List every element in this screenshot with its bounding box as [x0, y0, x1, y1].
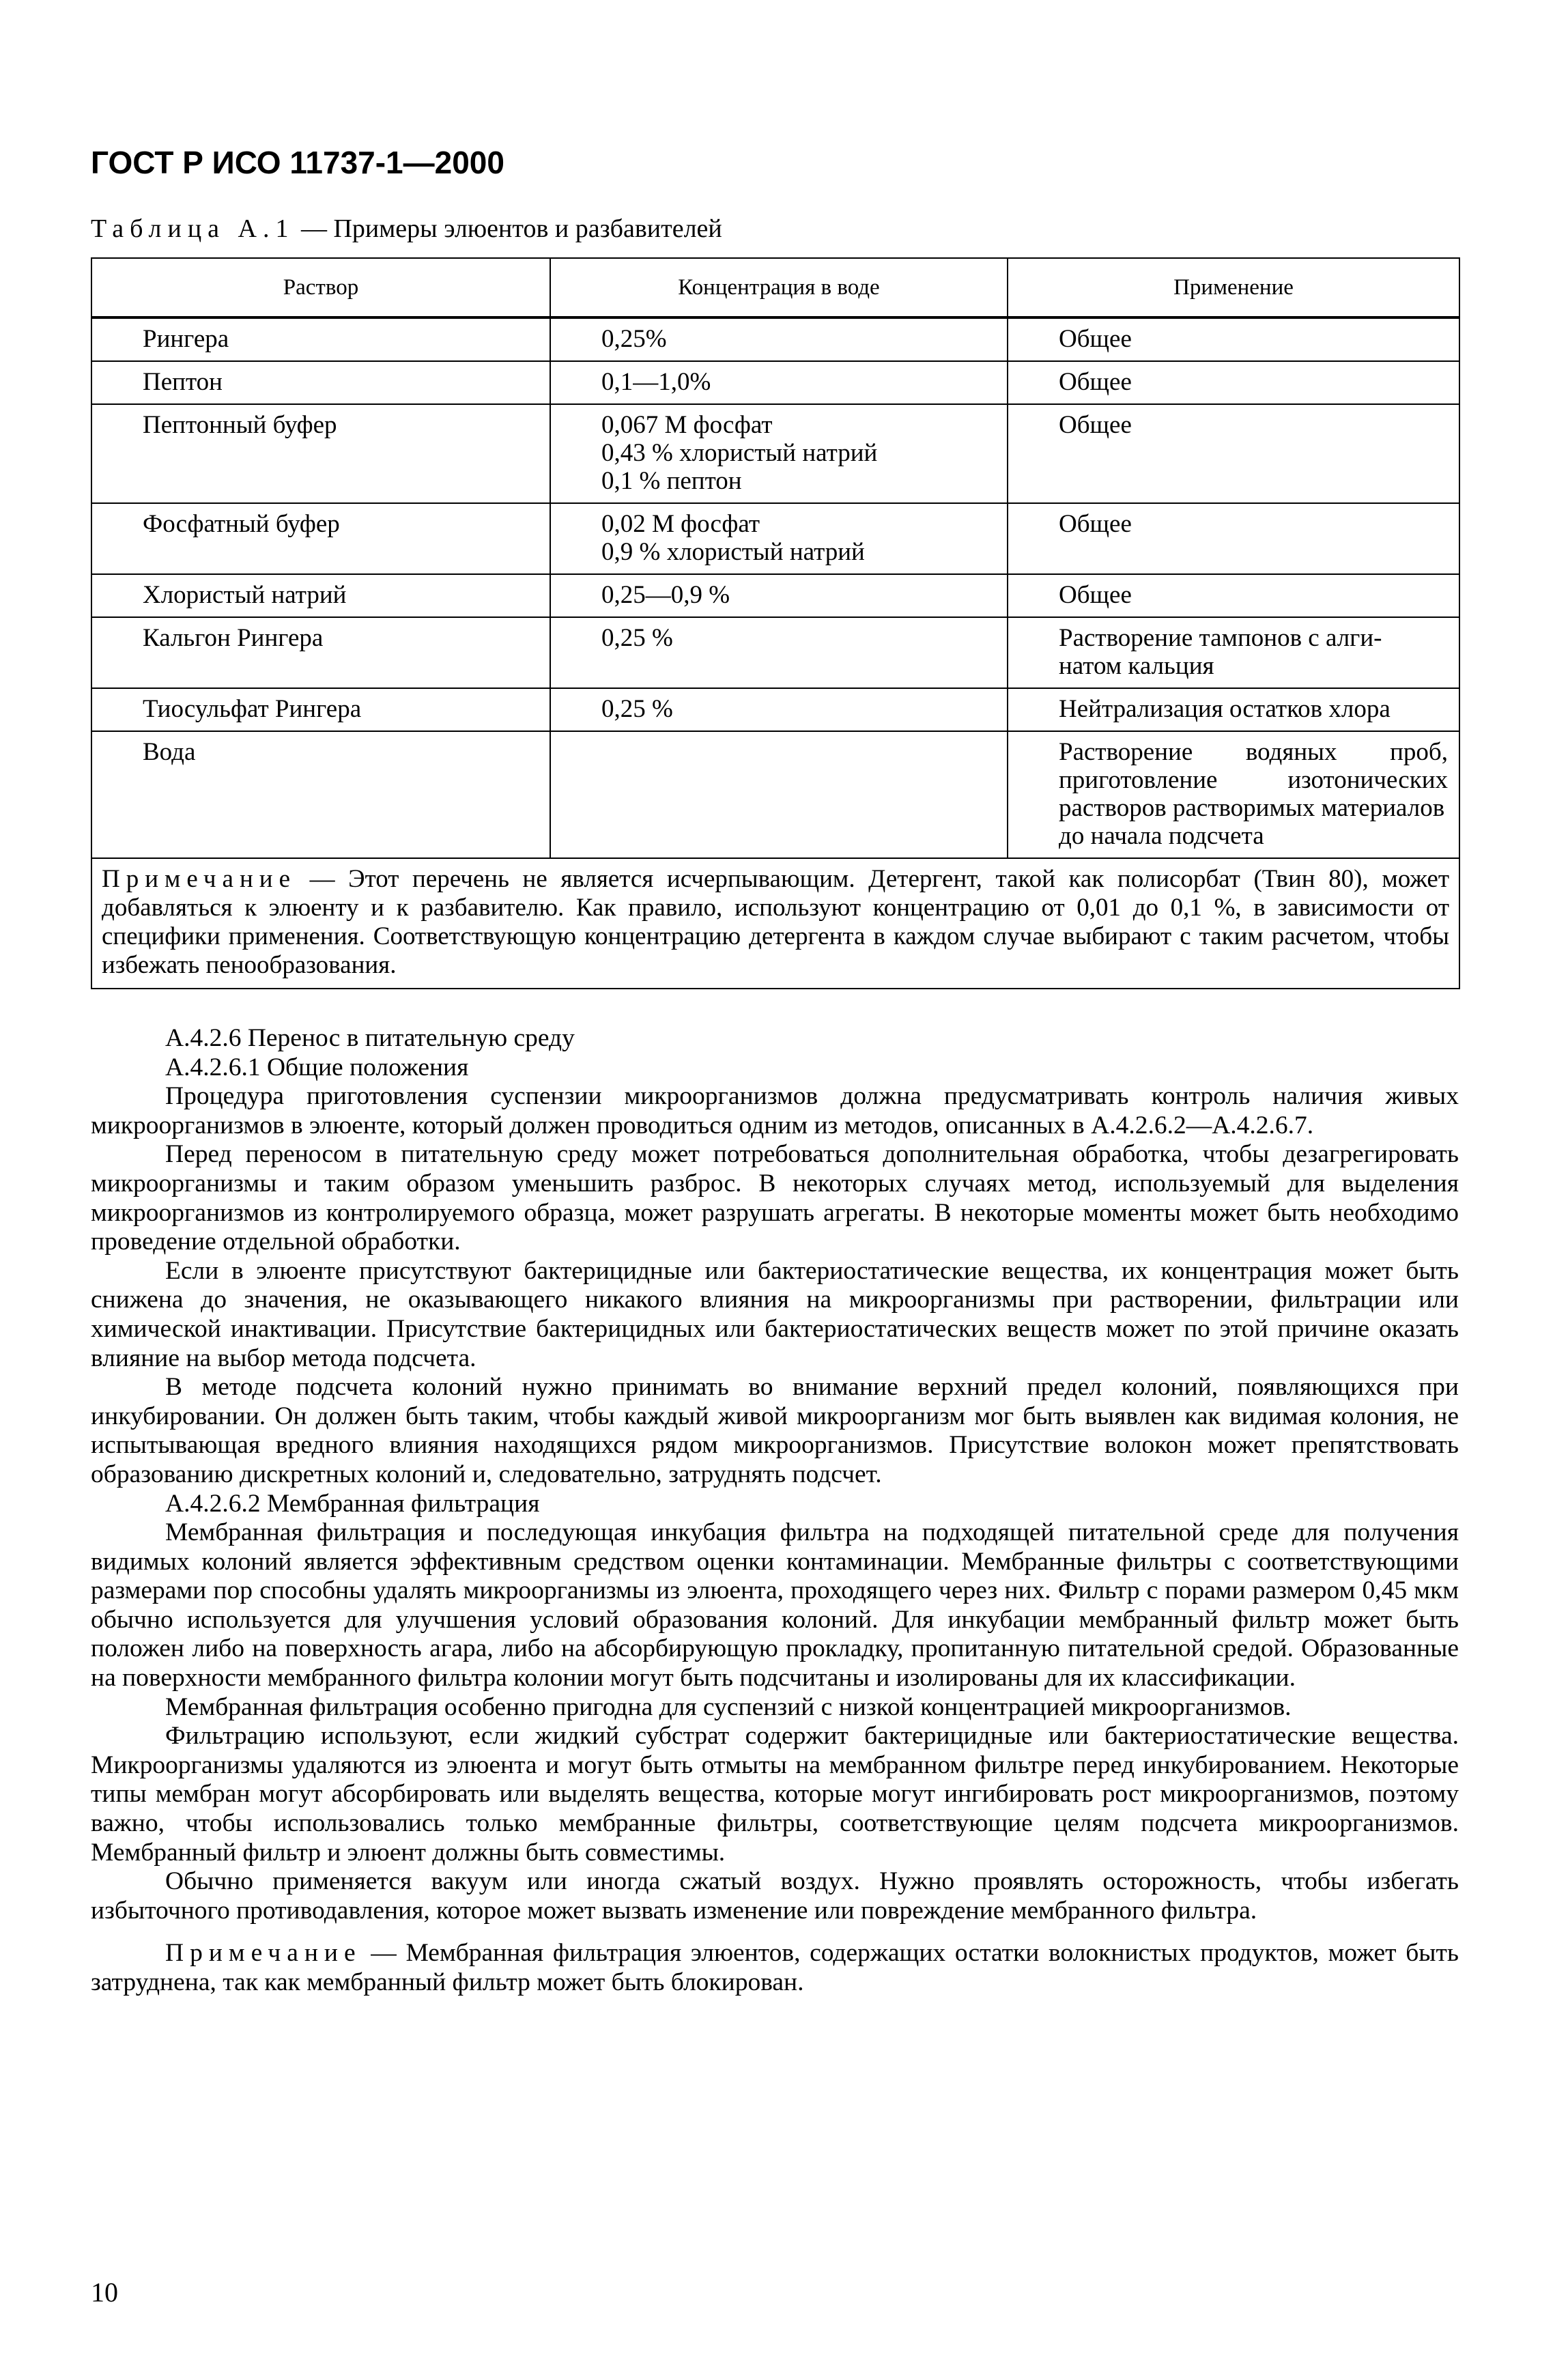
- table-row: [91, 503, 1459, 574]
- cell-line: 0,9 % хлористый натрий: [601, 538, 865, 566]
- cell-line: Общее: [1059, 581, 1132, 609]
- cell-line: 0,25 %: [601, 695, 673, 723]
- cell-line: 0,43 % хлористый натрий: [601, 439, 878, 467]
- body-note: [91, 1939, 1459, 1997]
- column-header-application: Применение: [1008, 258, 1459, 317]
- cell-application: [1008, 688, 1459, 731]
- cell-solution: [91, 688, 550, 731]
- cell-line: натом кальция: [1059, 652, 1214, 680]
- body-note-label: Примечание: [165, 1939, 362, 1968]
- cell-concentration: [550, 688, 1008, 731]
- cell-line: Хлористый натрий: [143, 581, 347, 609]
- cell-application: [1008, 574, 1459, 617]
- section-heading: А.4.2.6 Перенос в питательную среду: [165, 1024, 575, 1052]
- section-heading: А.4.2.6.1 Общие положения: [165, 1053, 469, 1081]
- table-row: [91, 617, 1459, 688]
- cell-line: Кальгон Рингера: [143, 624, 324, 652]
- cell-line: до начала подсчета: [1059, 822, 1264, 850]
- table-row: [91, 574, 1459, 617]
- cell-solution: [91, 361, 550, 404]
- body-note-text: — Мембранная фильтрация элюентов, содержащих остатки волокнистых продуктов, может быть затруднена, так как мембранный фильтр может быть блокирован.: [91, 1939, 1459, 1996]
- cell-application: [1008, 731, 1459, 858]
- cell-line: Общее: [1059, 325, 1132, 353]
- table-row: [91, 317, 1459, 361]
- cell-line: 0,067 М фосфат: [601, 411, 773, 439]
- table-row: [91, 404, 1459, 503]
- table-caption: [91, 213, 722, 244]
- cell-line: 0,25 %: [601, 624, 673, 652]
- cell-line: 0,02 М фосфат: [601, 510, 760, 538]
- cell-concentration: [550, 731, 1008, 858]
- cell-concentration: [550, 404, 1008, 503]
- cell-application: [1008, 317, 1459, 361]
- paragraph: Если в элюенте присутствуют бактерицидные или бактериостатические вещества, их концентрация может быть снижена до значения, не оказывающего никакого влияния на микроорганизмы при растворении, фильтрации или химической инактивации. Присутствие бактерицидных или бактериостатических веществ может по этой причине оказать влияние на выбор метода подсчета.: [91, 1256, 1459, 1372]
- eluent-table: [91, 257, 1460, 989]
- cell-line: Вода: [143, 738, 196, 766]
- cell-line: Пептонный буфер: [143, 411, 337, 439]
- paragraph: Фильтрацию используют, если жидкий субстрат содержит бактерицидные или бактериостатические вещества. Микроорганизмы удаляются из элюента и могут быть отмыты на мембранном фильтре перед инкубированием. Некоторые типы мембран могут абсорбировать или выделять вещества, которые могут ингибировать рост микроорганизмов, поэтому важно, чтобы использовались только мембранные фильтры, соответствующие целям подсчета микроорганизмов. Мембранный фильтр и элюент должны быть совместимы.: [91, 1722, 1459, 1867]
- cell-line: Тиосульфат Рингера: [143, 695, 362, 723]
- paragraph: Перед переносом в питательную среду может потребоваться дополнительная обработка, чтобы дезагрегировать микроорганизмы и таким образом уменьшить разброс. В некоторых случаях метод, используемый для выделения микроорганизмов из контролируемого образца, может разрушать агрегаты. В некоторые моменты может быть необходимо проведение отдельной обработки.: [91, 1140, 1459, 1256]
- cell-solution: [91, 617, 550, 688]
- paragraph: Процедура приготовления суспензии микроорганизмов должна предусматривать контроль наличия живых микроорганизмов в элюенте, который должен проводиться одним из методов, описанных в А.4.2.6.2—А.4.2.6.7.: [91, 1082, 1459, 1139]
- document-header: ГОСТ Р ИСО 11737-1—2000: [91, 145, 504, 180]
- cell-application: [1008, 404, 1459, 503]
- cell-line: Фосфатный буфер: [143, 510, 340, 538]
- table-header-row: [91, 258, 1459, 317]
- table-row: [91, 361, 1459, 404]
- cell-concentration: [550, 317, 1008, 361]
- cell-line: Растворение тампонов с алги-: [1059, 624, 1382, 652]
- cell-solution: [91, 503, 550, 574]
- cell-concentration: [550, 617, 1008, 688]
- table-caption-label: Таблица А.1: [91, 214, 295, 243]
- column-header-concentration: Концентрация в воде: [550, 258, 1008, 317]
- cell-concentration: [550, 574, 1008, 617]
- cell-line: 0,25%: [601, 325, 667, 353]
- section-heading: А.4.2.6.2 Мембранная фильтрация: [165, 1489, 540, 1518]
- cell-line: Общее: [1059, 411, 1132, 439]
- paragraph: Мембранная фильтрация особенно пригодна для суспензий с низкой концентрацией микроорганизмов.: [165, 1692, 1292, 1721]
- cell-application: [1008, 617, 1459, 688]
- cell-line: приготовление изотонических: [1059, 766, 1448, 794]
- cell-line: Общее: [1059, 510, 1132, 538]
- table-note-label: Примечание: [102, 865, 296, 893]
- cell-solution: [91, 731, 550, 858]
- table-note: [91, 858, 1459, 989]
- cell-line: Растворение водяных проб,: [1059, 738, 1448, 766]
- cell-line: 0,25—0,9 %: [601, 581, 730, 609]
- table-note-text: — Этот перечень не является исчерпывающим. Детергент, такой как полисорбат (Твин 80), может добавляться к элюенту и к разбавителю. Как правило, используют концентрацию от 0,01 до 0,1 %, в зависимости от специфики применения. Соответствующую концентрацию детергента в каждом случае выбирают с таким расчетом, чтобы избежать пенообразования.: [102, 865, 1449, 979]
- cell-concentration: [550, 503, 1008, 574]
- cell-line: растворов растворимых материалов: [1059, 794, 1445, 822]
- table-row: [91, 688, 1459, 731]
- body-text: [91, 1024, 1459, 1998]
- page-number: 10: [91, 2277, 118, 2308]
- cell-application: [1008, 361, 1459, 404]
- cell-concentration: [550, 361, 1008, 404]
- paragraph: Обычно применяется вакуум или иногда сжатый воздух. Нужно проявлять осторожность, чтобы избегать избыточного противодавления, которое может вызвать изменение или повреждение мембранного фильтра.: [91, 1867, 1459, 1925]
- table-row: [91, 731, 1459, 858]
- paragraph: В методе подсчета колоний нужно принимать во внимание верхний предел колоний, появляющихся при инкубировании. Он должен быть таким, чтобы каждый живой микроорганизм мог быть выявлен как видимая колония, не испытывающая вредного влияния находящихся рядом микроорганизмов. Присутствие волокон может препятствовать образованию дискретных колоний и, следовательно, затруднять подсчет.: [91, 1373, 1459, 1488]
- cell-line: Нейтрализация остатков хлора: [1059, 695, 1391, 723]
- table-caption-title: — Примеры элюентов и разбавителей: [294, 214, 722, 243]
- cell-application: [1008, 503, 1459, 574]
- cell-line: Пептон: [143, 368, 223, 396]
- cell-line: Рингера: [143, 325, 229, 353]
- paragraph: Мембранная фильтрация и последующая инкубация фильтра на подходящей питательной среде для получения видимых колоний является эффективным средством оценки контаминации. Мембранные фильтры с соответствующими размерами пор способны удалять микроорганизмы из элюента, проходящего через них. Фильтр с порами размером 0,45 мкм обычно используется для улучшения условий образования колоний. Для инкубации мембранный фильтр может быть положен либо на поверхность агара, либо на абсорбирующую прокладку, пропитанную питательной средой. Образованные на поверхности мембранного фильтра колонии могут быть подсчитаны и изолированы для их классификации.: [91, 1518, 1459, 1692]
- cell-solution: [91, 317, 550, 361]
- cell-solution: [91, 404, 550, 503]
- table-note-row: [91, 858, 1459, 989]
- cell-line: Общее: [1059, 368, 1132, 396]
- cell-solution: [91, 574, 550, 617]
- cell-line: 0,1—1,0%: [601, 368, 711, 396]
- cell-line: 0,1 % пептон: [601, 467, 742, 495]
- column-header-solution: Раствор: [91, 258, 550, 317]
